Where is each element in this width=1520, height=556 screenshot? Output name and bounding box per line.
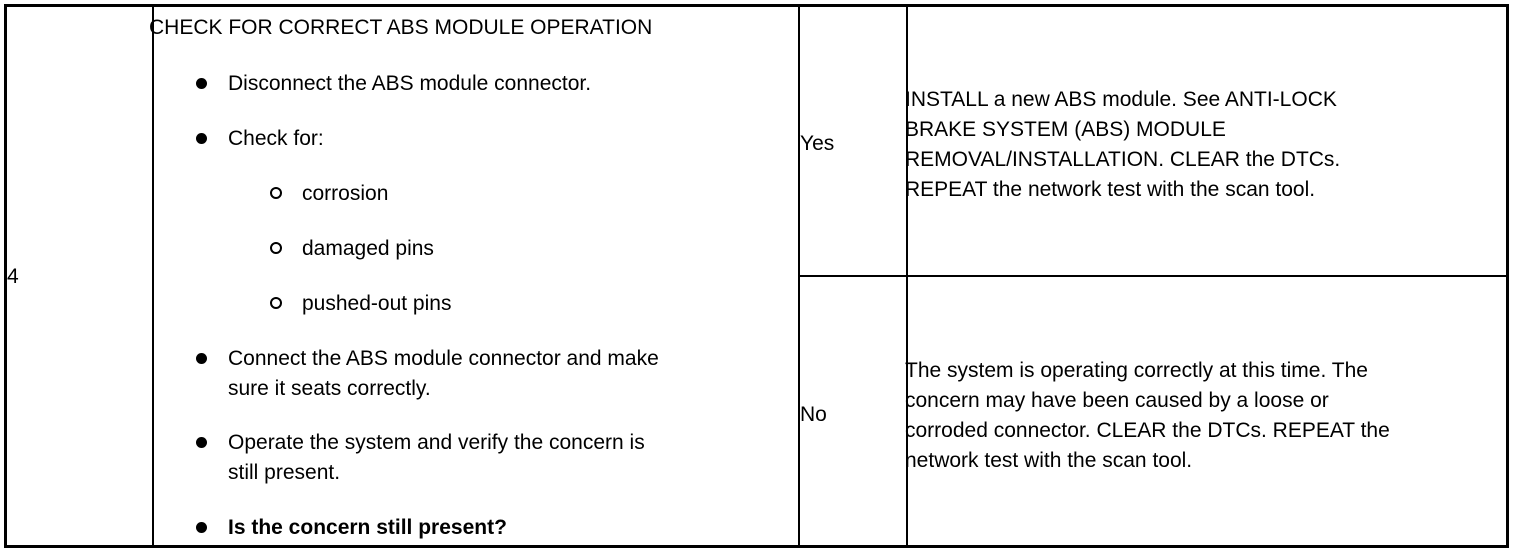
bullet-ring-icon <box>270 187 282 199</box>
step-number: 4 <box>7 265 19 288</box>
no-action-line3: corroded connector. CLEAR the DTCs. REPEAT the <box>905 419 1390 442</box>
no-action-line4: network test with the scan tool. <box>905 449 1193 472</box>
check-item-pushed-out-pins: pushed-out pins <box>302 292 452 315</box>
bullet-ring-icon <box>270 297 282 309</box>
instruction-connect-line2: sure it seats correctly. <box>228 377 431 400</box>
column-divider-step <box>152 7 154 545</box>
bullet-dot-icon <box>196 353 207 364</box>
check-item-corrosion: corrosion <box>302 182 389 205</box>
instruction-check-for: Check for: <box>228 127 324 150</box>
yes-action-line2: BRAKE SYSTEM (ABS) MODULE <box>905 118 1226 141</box>
row-divider-yes-no <box>798 275 1506 277</box>
check-item-damaged-pins: damaged pins <box>302 237 434 260</box>
instruction-disconnect: Disconnect the ABS module connector. <box>228 72 592 95</box>
step-title: CHECK FOR CORRECT ABS MODULE OPERATION <box>149 16 653 39</box>
outcome-yes-label: Yes <box>800 132 835 155</box>
no-action-line1: The system is operating correctly at this time. The <box>905 359 1368 382</box>
yes-action-line1: INSTALL a new ABS module. See ANTI-LOCK <box>905 88 1337 111</box>
bullet-dot-icon <box>196 78 207 89</box>
yes-action-line4: REPEAT the network test with the scan tool. <box>905 178 1316 201</box>
bullet-dot-icon <box>196 437 207 448</box>
bullet-dot-icon <box>196 522 207 533</box>
bullet-ring-icon <box>270 242 282 254</box>
question-concern-present: Is the concern still present? <box>228 516 507 539</box>
instruction-operate-line2: still present. <box>228 461 341 484</box>
no-action-line2: concern may have been caused by a loose or <box>905 389 1329 412</box>
instruction-connect-line1: Connect the ABS module connector and make <box>228 347 659 370</box>
bullet-dot-icon <box>196 133 207 144</box>
outcome-no-label: No <box>800 403 827 426</box>
instruction-operate-line1: Operate the system and verify the concern is <box>228 431 645 454</box>
yes-action-line3: REMOVAL/INSTALLATION. CLEAR the DTCs. <box>905 148 1341 171</box>
